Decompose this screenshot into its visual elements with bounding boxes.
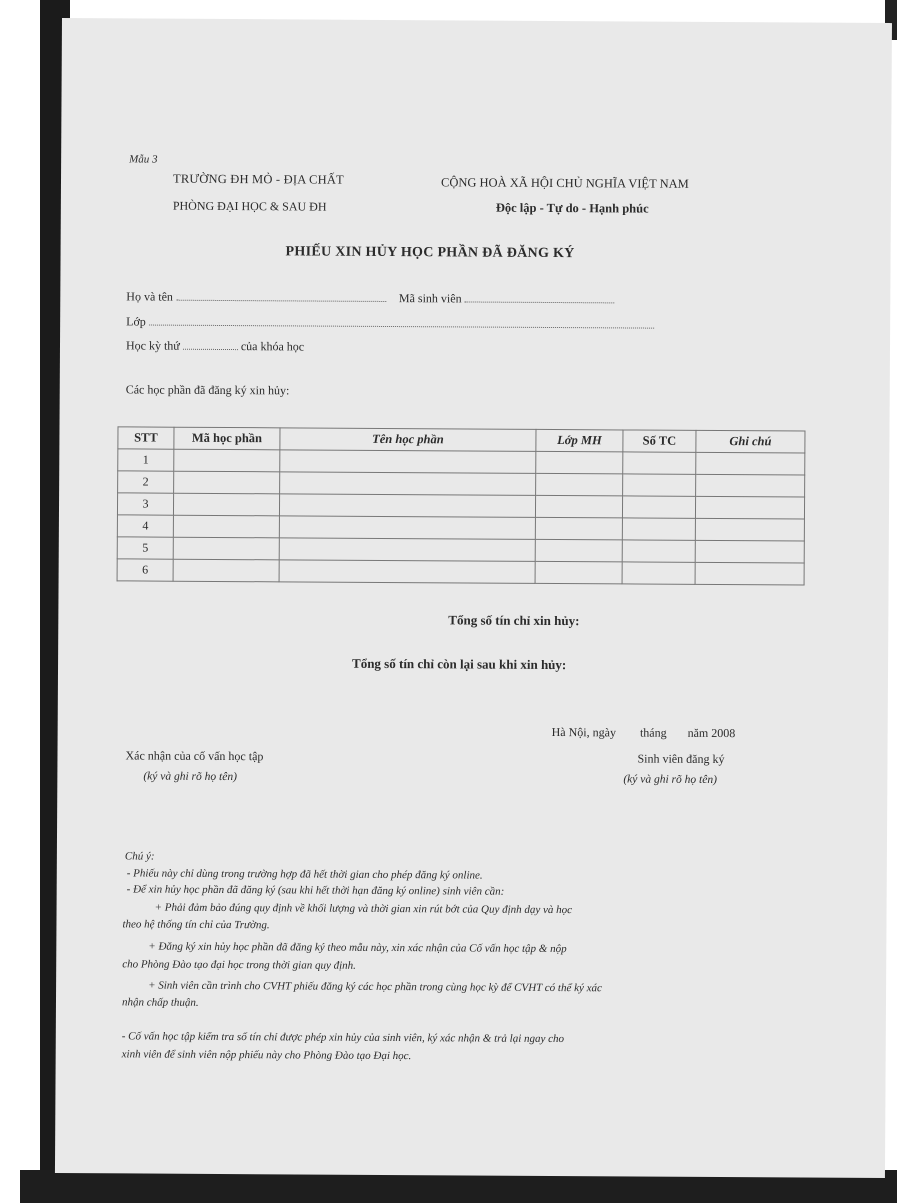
- note-line: xinh viên để sinh viên nộp phiếu này cho Phòng Đào tạo Đại học.: [121, 1048, 412, 1063]
- col-class: Lớp MH: [536, 429, 623, 452]
- place-date: Hà Nội, ngày tháng năm 2008: [551, 725, 736, 741]
- row-number: 3: [117, 493, 173, 515]
- note-line: - Cố vấn học tập kiểm tra số tín chỉ được phép xin hủy của sinh viên, ký xác nhận & trả lại ngay cho: [121, 1030, 565, 1046]
- row-number: 4: [117, 515, 173, 537]
- notes-heading: Chú ý:: [124, 850, 155, 863]
- courses-intro: Các học phần đã đăng ký xin hủy:: [125, 382, 290, 398]
- advisor-signature-note: (ký và ghi rõ họ tên): [143, 770, 237, 784]
- total-remaining-credits: Tổng số tín chỉ còn lại sau khi xin hủy:: [352, 655, 567, 673]
- national-slogan: Độc lập - Tự do - Hạnh phúc: [495, 200, 649, 216]
- class-field: [126, 314, 654, 332]
- row-number: 1: [118, 449, 174, 471]
- department-name: PHÒNG ĐẠI HỌC & SAU ĐH: [172, 198, 327, 214]
- school-name: TRƯỜNG ĐH MỎ - ĐỊA CHẤT: [172, 171, 344, 187]
- note-line: + Sinh viên cần trình cho CVHT phiếu đăng ký các học phần trong cùng học kỳ để CVHT có thể ký xác: [148, 979, 602, 995]
- document-page: [55, 18, 892, 1178]
- semester-blank: [183, 339, 238, 350]
- total-cancel-credits: Tổng số tín chỉ xin hủy:: [448, 612, 580, 629]
- semester-label: Học kỳ thứ: [125, 338, 180, 353]
- student-sign-label: Sinh viên đăng ký: [637, 751, 725, 767]
- student-id-label: Mã sinh viên: [398, 291, 462, 306]
- row-number: 5: [117, 537, 173, 559]
- row-number: 2: [118, 471, 174, 493]
- col-course-code: Mã học phần: [174, 427, 280, 450]
- note-line: + Phải đảm bảo đúng quy định về khối lượng và thời gian xin rút bớt của Quy định dạy và học: [154, 901, 573, 917]
- course-label: của khóa học: [240, 339, 305, 354]
- note-line: - Phiếu này chỉ dùng trong trường hợp đã hết thời gian cho phép đăng ký online.: [126, 867, 483, 882]
- document-title: PHIẾU XIN HỦY HỌC PHẦN ĐÃ ĐĂNG KÝ: [285, 244, 575, 262]
- note-line: cho Phòng Đào tạo đại học trong thời gian quy định.: [122, 958, 356, 972]
- col-notes: Ghi chú: [696, 430, 805, 453]
- form-number: Mẫu 3: [129, 153, 158, 166]
- class-blank: [149, 315, 654, 329]
- note-line: - Để xin hủy học phần đã đăng ký (sau khi hết thời hạn đăng ký online) sinh viên cần:: [126, 883, 505, 898]
- col-stt: STT: [118, 427, 174, 449]
- courses-table: [117, 426, 806, 585]
- student-signature-note: (ký và ghi rõ họ tên): [623, 773, 717, 787]
- table-row: [117, 559, 804, 585]
- note-line: + Đăng ký xin hủy học phần đã đăng ký theo mẫu này, xin xác nhận của Cố vấn học tập & nộp: [148, 940, 567, 956]
- class-label: Lớp: [126, 314, 146, 329]
- name-label: Họ và tên: [126, 289, 173, 304]
- row-number: 6: [117, 559, 173, 581]
- col-credits: Số TC: [623, 430, 696, 452]
- note-line: nhận chấp thuận.: [121, 996, 199, 1009]
- national-motto: CỘNG HOÀ XÃ HỘI CHỦ NGHĨA VIỆT NAM: [440, 175, 689, 191]
- student-id-blank: [465, 291, 615, 303]
- note-line: theo hệ thống tín chỉ của Trường.: [122, 918, 270, 932]
- name-blank: [176, 290, 386, 302]
- col-course-name: Tên học phần: [280, 428, 536, 452]
- advisor-label: Xác nhận của cố vấn học tập: [125, 748, 264, 764]
- semester-field: [126, 338, 304, 354]
- name-field: [126, 289, 614, 307]
